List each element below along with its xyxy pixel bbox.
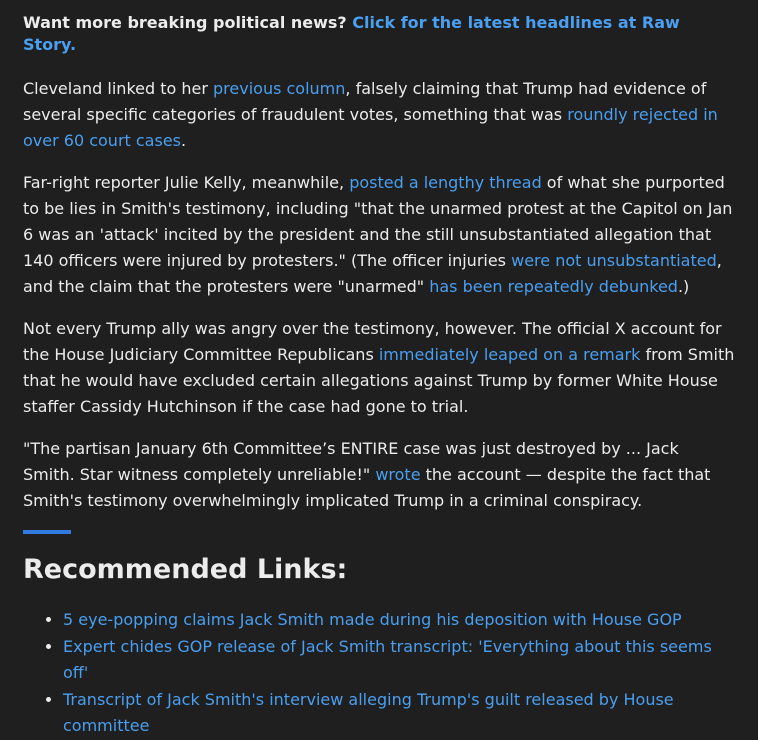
list-item — [63, 607, 735, 634]
promo-lead: Want more breaking political news? — [23, 13, 347, 32]
article-paragraph — [23, 76, 735, 154]
article-paragraph — [23, 170, 735, 300]
paragraph-text: "The partisan January 6th Committee’s ENTIRE case was just destroyed by ... Jack Smith. Star witness completely unreliable!" — [23, 439, 679, 484]
paragraph-text: the account — despite the fact that Smith's testimony overwhelmingly implicated Trump in a criminal conspiracy. — [23, 465, 711, 510]
paragraph-text: , and the claim that the protesters were "unarmed" — [23, 251, 722, 296]
list-item — [63, 687, 735, 740]
inline-link[interactable]: immediately leaped on a remark — [378, 345, 641, 364]
recommended-link[interactable]: Expert chides GOP release of Jack Smith transcript: 'Everything about this seems off' — [63, 636, 712, 682]
list-item — [63, 634, 735, 687]
paragraph-text: Not every Trump ally was angry over the testimony, however. The official X account for the House Judiciary Committee Republicans — [23, 319, 722, 364]
inline-link[interactable]: has been repeatedly debunked — [429, 277, 678, 296]
paragraph-text: of what she purported to be lies in Smith's testimony, including "that the unarmed protest at the Capitol on Jan 6 was an 'attack' incited by the president and the still unsubstantiated allegation that 140 officers were injured by protesters." (The officer injuries — [23, 173, 733, 270]
paragraph-text: from Smith that he would have excluded certain allegations against Trump by former White House staffer Cassidy Hutchinson if the case had gone to trial. — [23, 345, 735, 416]
recommended-links-list — [23, 607, 735, 740]
recommended-link[interactable]: 5 eye-popping claims Jack Smith made during his deposition with House GOP — [63, 610, 682, 629]
paragraph-text: , falsely claiming that Trump had evidence of several specific categories of fraudulent votes, something that was — [23, 79, 707, 124]
paragraph-text: Far-right reporter Julie Kelly, meanwhile, — [23, 173, 350, 192]
inline-link[interactable]: wrote — [375, 465, 421, 484]
inline-link[interactable]: posted a lengthy thread — [349, 173, 542, 192]
article-paragraph — [23, 436, 735, 514]
paragraph-text: .) — [677, 277, 690, 296]
inline-link[interactable]: previous column — [213, 79, 346, 98]
inline-link[interactable]: were not unsubstantiated — [511, 251, 717, 270]
article-paragraphs — [23, 76, 735, 514]
recommended-link[interactable]: Transcript of Jack Smith's interview alleging Trump's guilt released by House committee — [63, 689, 674, 735]
promo-link[interactable]: Click for the latest headlines at Raw Story. — [23, 13, 680, 54]
section-divider — [23, 530, 71, 534]
promo-line — [23, 12, 735, 56]
paragraph-text: Cleveland linked to her — [23, 79, 214, 98]
recommended-links-title: Recommended Links: — [23, 554, 348, 585]
inline-link[interactable]: roundly rejected in over 60 court cases — [23, 105, 718, 150]
paragraph-text: . — [181, 131, 187, 150]
article-paragraph — [23, 316, 735, 420]
